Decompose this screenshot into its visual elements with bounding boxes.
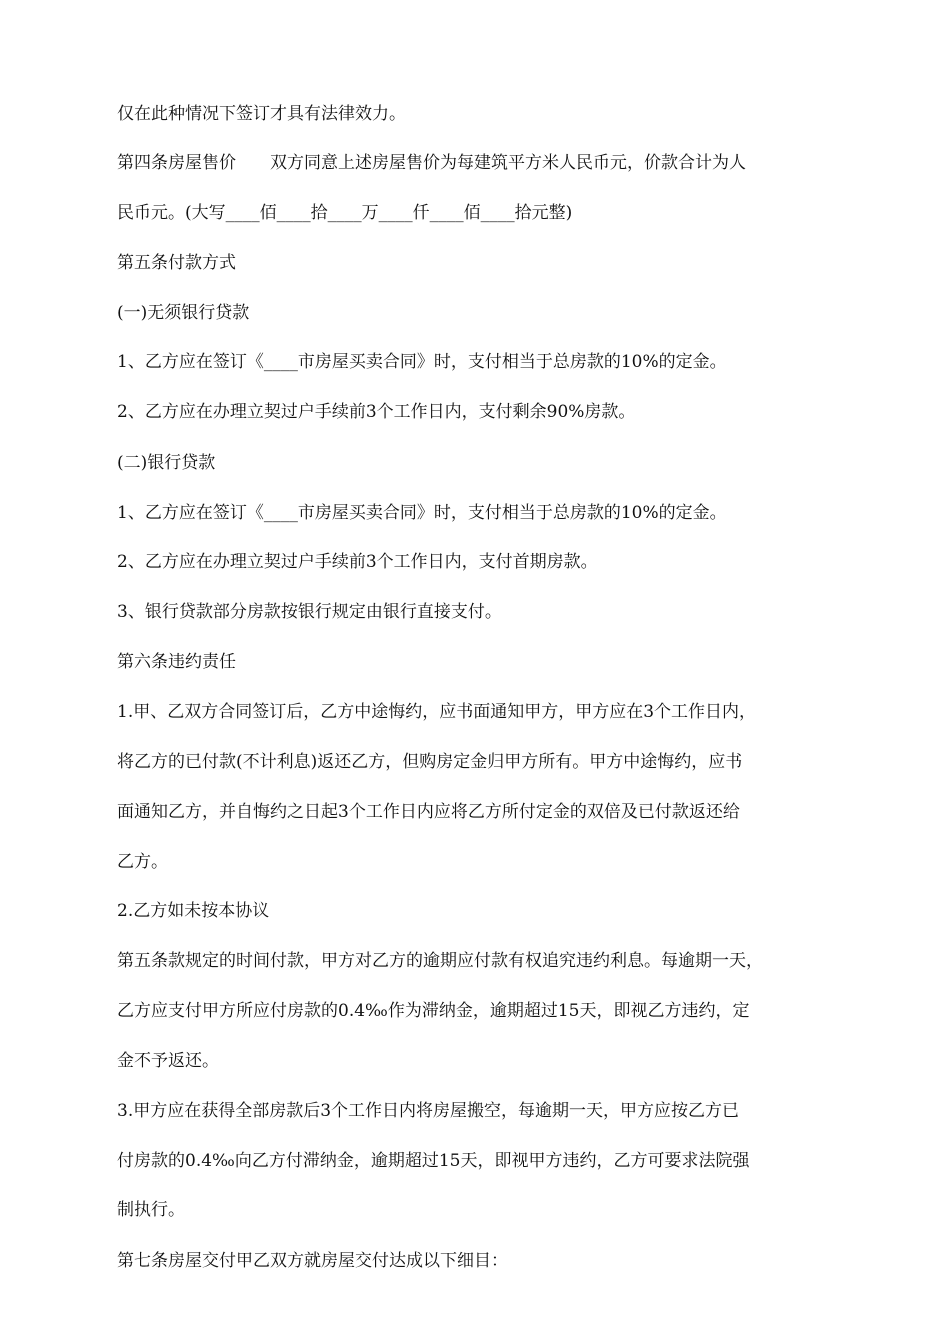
- clause-7-heading: 第七条房屋交付甲乙双方就房屋交付达成以下细目：: [117, 1251, 508, 1271]
- liability-item-1-line-2: 将乙方的已付款(不计利息)返还乙方，但购房定金归甲方所有。甲方中途悔约，应书: [117, 752, 743, 772]
- bank-loan-subheading: (二)银行贷款: [117, 453, 216, 473]
- liability-item-1-line-1: 1.甲、乙双方合同签订后，乙方中途悔约，应书面通知甲方，甲方应在3个工作日内，: [117, 702, 757, 722]
- liability-item-1-line-4: 乙方。: [117, 852, 168, 872]
- liability-item-3-line-1: 3.甲方应在获得全部房款后3个工作日内将房屋搬空，每逾期一天，甲方应按乙方已: [117, 1101, 740, 1121]
- liability-item-2-heading: 2.乙方如未按本协议: [117, 901, 270, 921]
- bank-loan-item-1: 1、乙方应在签订《____市房屋买卖合同》时，支付相当于总房款的10%的定金。: [117, 503, 727, 523]
- clause-3-validity-text: 仅在此种情况下签订才具有法律效力。: [117, 104, 406, 124]
- no-loan-item-1: 1、乙方应在签订《____市房屋买卖合同》时，支付相当于总房款的10%的定金。: [117, 352, 727, 372]
- liability-item-2-line-2: 乙方应支付甲方所应付房款的0.4‰作为滞纳金，逾期超过15天，即视乙方违约，定: [117, 1001, 750, 1021]
- clause-6-heading: 第六条违约责任: [117, 652, 236, 672]
- liability-item-1-line-3: 面通知乙方，并自悔约之日起3个工作日内应将乙方所付定金的双倍及已付款返还给: [117, 802, 740, 822]
- clause-4-price-heading: 第四条房屋售价 双方同意上述房屋售价为每建筑平方米人民币元，价款合计为人: [117, 153, 746, 173]
- liability-item-2-line-1: 第五条款规定的时间付款，甲方对乙方的逾期应付款有权追究违约利息。每逾期一天，: [117, 951, 763, 971]
- clause-5-heading: 第五条付款方式: [117, 253, 236, 273]
- bank-loan-item-2: 2、乙方应在办理立契过户手续前3个工作日内，支付首期房款。: [117, 552, 598, 572]
- clause-4-price-amount: 民币元。(大写____佰____拾____万____仟____佰____拾元整): [117, 203, 573, 223]
- liability-item-2-line-3: 金不予返还。: [117, 1051, 219, 1071]
- liability-item-3-line-3: 制执行。: [117, 1200, 185, 1220]
- no-loan-subheading: (一)无须银行贷款: [117, 303, 250, 323]
- bank-loan-item-3: 3、银行贷款部分房款按银行规定由银行直接支付。: [117, 602, 502, 622]
- liability-item-3-line-2: 付房款的0.4‰向乙方付滞纳金，逾期超过15天，即视甲方违约，乙方可要求法院强: [117, 1151, 750, 1171]
- no-loan-item-2: 2、乙方应在办理立契过户手续前3个工作日内，支付剩余90%房款。: [117, 402, 636, 422]
